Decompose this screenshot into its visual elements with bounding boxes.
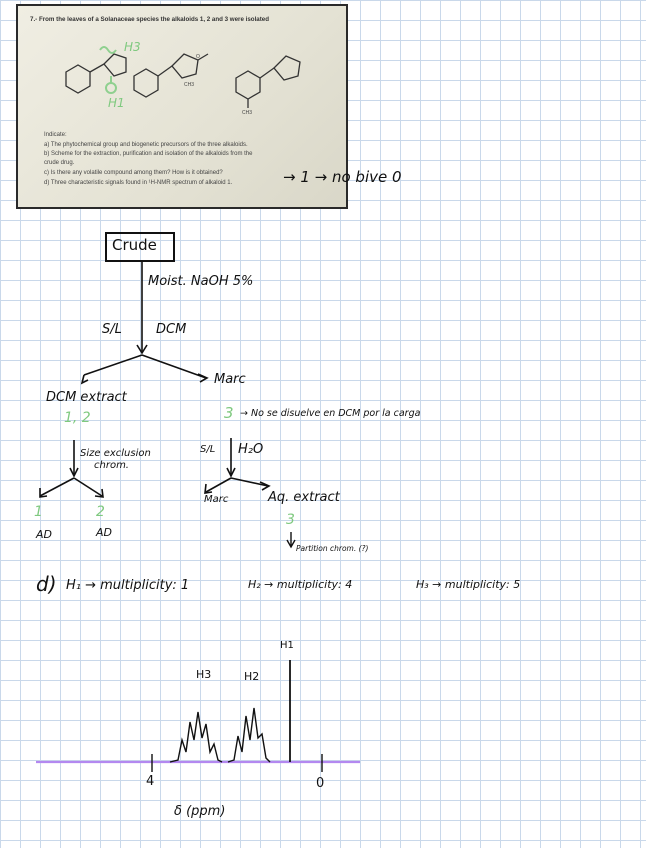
nmr-label-h2: H2 — [244, 670, 260, 683]
answer-c: → 1 → no bive 0 — [283, 168, 402, 186]
marc2-label: Marc — [204, 494, 229, 505]
question-c: c) Is there any volatile compound among them? How is it obtained? — [44, 170, 223, 176]
compound-3-a: 3 — [224, 404, 234, 422]
mol2-oxygen-label: O — [196, 54, 200, 60]
question-d: d) Three characteristic signals found in ¹H-NMR spectrum of alkaloid 1. — [44, 180, 233, 186]
sl1-label: S/L — [102, 322, 122, 337]
question-b-cont: crude drug. — [44, 160, 75, 166]
aq-extract-label: Aq. extract — [268, 490, 340, 505]
question-title: 7.- From the leaves of a Solanaceae species the alkaloids 1, 2 and 3 were isolated — [30, 16, 270, 23]
nmr-tick-0: 0 — [316, 776, 325, 791]
chrom-label: chrom. — [94, 460, 129, 471]
compound-2: 2 — [96, 504, 105, 520]
answer-d-marker: d) — [36, 572, 57, 596]
answer-d-h1: H₁ → multiplicity: 1 — [66, 578, 190, 593]
mol2-methyl-label: CH3 — [184, 82, 195, 88]
ad2-label: AD — [96, 526, 112, 539]
overlay-h3-label: H3 — [124, 40, 141, 54]
compounds-1-2: 1, 2 — [64, 410, 91, 426]
sl2-label: S/L — [200, 444, 216, 455]
nmr-peak-h3 — [170, 712, 222, 762]
partition-label: Partition chrom. (?) — [296, 544, 369, 553]
mol3-methyl-label: CH3 — [242, 110, 253, 116]
answer-d-h3: H₃ → multiplicity: 5 — [416, 578, 521, 591]
marc1-label: Marc — [214, 372, 246, 387]
answer-d-h2: H₂ → multiplicity: 4 — [248, 578, 353, 591]
nmr-label-h3: H3 — [196, 668, 212, 681]
dcm1-label: DCM — [156, 322, 187, 337]
compound-3-b: 3 — [286, 512, 295, 528]
nmr-axis-label: δ (ppm) — [174, 804, 226, 819]
overlay-h1-label: H1 — [108, 96, 125, 110]
ad1-label: AD — [36, 528, 52, 541]
indicate-label: Indicate: — [44, 132, 67, 138]
dcm-extract-label: DCM extract — [46, 390, 127, 405]
size-exclusion-label: Size exclusion — [80, 448, 151, 459]
h2o-label: H₂O — [238, 442, 264, 457]
nmr-tick-4: 4 — [146, 774, 155, 789]
nmr-peak-h2 — [228, 708, 270, 762]
step1-label: Moist. NaOH 5% — [148, 274, 254, 289]
note-compound-3: → No se disuelve en DCM por la carga — [240, 408, 421, 419]
question-b: b) Scheme for the extraction, purification and isolation of the alkaloids from the — [44, 151, 253, 157]
nmr-label-h1: H1 — [280, 640, 294, 651]
crude-label: Crude — [112, 236, 157, 254]
question-a: a) The phytochemical group and biogenetic precursors of the three alkaloids. — [44, 142, 248, 148]
compound-1: 1 — [34, 504, 43, 520]
